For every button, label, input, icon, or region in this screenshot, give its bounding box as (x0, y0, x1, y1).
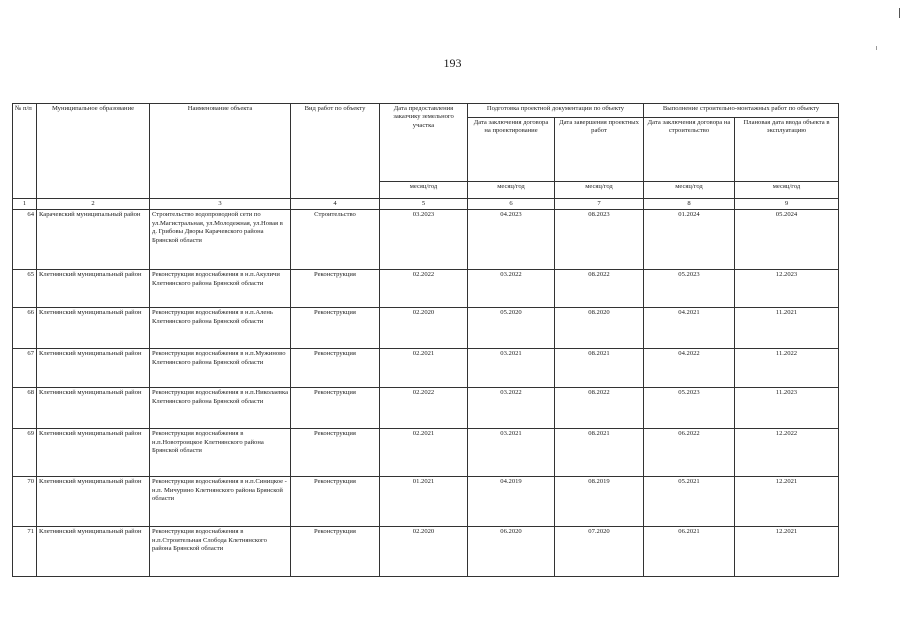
row-design-contract-date: 05.2020 (468, 308, 555, 349)
row-commissioning-date: 12.2023 (735, 270, 839, 308)
column-number: 3 (150, 199, 291, 210)
row-design-contract-date: 04.2019 (468, 477, 555, 527)
row-design-end-date: 08.2020 (555, 308, 644, 349)
row-municipality: Карачевский муниципальный район (37, 210, 150, 270)
row-land-date: 02.2021 (380, 349, 468, 388)
row-work-type: Реконструкция (291, 270, 380, 308)
row-municipality: Клетнянский муниципальный район (37, 270, 150, 308)
header-design-group: Подготовка проектной документации по объекту (468, 104, 644, 118)
row-work-type: Строительство (291, 210, 380, 270)
row-land-date: 02.2020 (380, 527, 468, 577)
schedule-table (12, 103, 839, 577)
row-municipality: Клетнянский муниципальный район (37, 308, 150, 349)
column-number: 2 (37, 199, 150, 210)
row-number: 68 (13, 388, 37, 429)
unit-cell: месяц/год (468, 182, 555, 199)
row-work-type: Реконструкция (291, 527, 380, 577)
header-work-type: Вид работ по объекту (291, 104, 380, 182)
row-design-end-date: 08.2021 (555, 349, 644, 388)
row-number: 71 (13, 527, 37, 577)
row-municipality: Клетнянский муниципальный район (37, 388, 150, 429)
column-number: 8 (644, 199, 735, 210)
table-row (13, 210, 839, 270)
row-land-date: 01.2021 (380, 477, 468, 527)
row-design-end-date: 08.2021 (555, 429, 644, 477)
row-design-contract-date: 03.2022 (468, 270, 555, 308)
row-object-name: Реконструкция водоснабжения в н.п.Строительная Слобода Клетнянского района Брянской области (150, 527, 291, 577)
table-row (13, 270, 839, 308)
column-number: 6 (468, 199, 555, 210)
row-construction-contract-date: 05.2023 (644, 388, 735, 429)
row-number: 66 (13, 308, 37, 349)
row-commissioning-date: 11.2023 (735, 388, 839, 429)
header-commissioning: Плановая дата ввода объекта в эксплуатацию (735, 118, 839, 182)
table-row (13, 308, 839, 349)
table-row (13, 477, 839, 527)
row-municipality: Клетнянский муниципальный район (37, 429, 150, 477)
table-row (13, 527, 839, 577)
row-land-date: 02.2021 (380, 429, 468, 477)
row-object-name: Строительство водопроводной сети по ул.Магистральная, ул.Молодежная, ул.Новая в д. Грибовы Дворы Карачевского района Брянской области (150, 210, 291, 270)
row-commissioning-date: 12.2021 (735, 477, 839, 527)
row-commissioning-date: 11.2021 (735, 308, 839, 349)
row-construction-contract-date: 01.2024 (644, 210, 735, 270)
column-number: 1 (13, 199, 37, 210)
row-construction-contract-date: 05.2023 (644, 270, 735, 308)
row-work-type: Реконструкция (291, 477, 380, 527)
row-object-name: Реконструкция водоснабжения в н.п.Синицкое - н.п. Мичурино Клетнянского района Брянской области (150, 477, 291, 527)
row-commissioning-date: 12.2022 (735, 429, 839, 477)
row-construction-contract-date: 05.2021 (644, 477, 735, 527)
header-object-name: Наименование объекта (150, 104, 291, 182)
row-land-date: 03.2023 (380, 210, 468, 270)
unit-cell: месяц/год (644, 182, 735, 199)
row-object-name: Реконструкция водоснабжения в н.п.Николаевка Клетнянского района Брянской области (150, 388, 291, 429)
row-design-contract-date: 03.2021 (468, 429, 555, 477)
row-design-end-date: 08.2022 (555, 388, 644, 429)
column-number: 4 (291, 199, 380, 210)
row-work-type: Реконструкция (291, 429, 380, 477)
scan-edge-mark (899, 8, 900, 18)
row-design-contract-date: 06.2020 (468, 527, 555, 577)
row-design-contract-date: 03.2022 (468, 388, 555, 429)
header-design-contract: Дата заключения договора на проектирование (468, 118, 555, 182)
row-number: 67 (13, 349, 37, 388)
row-commissioning-date: 05.2024 (735, 210, 839, 270)
row-object-name: Реконструкция водоснабжения в н.п.Акуличи Клетнянского района Брянской области (150, 270, 291, 308)
row-object-name: Реконструкция водоснабжения в н.п.Алень Клетнянского района Брянской области (150, 308, 291, 349)
unit-cell: месяц/год (380, 182, 468, 199)
row-work-type: Реконструкция (291, 308, 380, 349)
row-object-name: Реконструкция водоснабжения в н.п.Мужиново Клетнянского района Брянской области (150, 349, 291, 388)
row-municipality: Клетнянский муниципальный район (37, 349, 150, 388)
row-construction-contract-date: 04.2021 (644, 308, 735, 349)
unit-cell: месяц/год (555, 182, 644, 199)
column-number: 7 (555, 199, 644, 210)
row-municipality: Клетнянский муниципальный район (37, 527, 150, 577)
unit-cell: месяц/год (735, 182, 839, 199)
row-land-date: 02.2022 (380, 270, 468, 308)
header-num: № п/п (13, 104, 37, 182)
row-design-end-date: 07.2020 (555, 527, 644, 577)
header-municipality: Муниципальное образование (37, 104, 150, 182)
row-design-end-date: 08.2022 (555, 270, 644, 308)
scan-edge-mark (876, 46, 877, 50)
header-construction-group: Выполнение строительно-монтажных работ по объекту (644, 104, 839, 118)
header-construction-contract: Дата заключения договора на строительство (644, 118, 735, 182)
row-construction-contract-date: 04.2022 (644, 349, 735, 388)
row-land-date: 02.2020 (380, 308, 468, 349)
row-land-date: 02.2022 (380, 388, 468, 429)
table-row (13, 388, 839, 429)
row-municipality: Клетнянский муниципальный район (37, 477, 150, 527)
row-design-end-date: 08.2019 (555, 477, 644, 527)
row-number: 65 (13, 270, 37, 308)
row-number: 64 (13, 210, 37, 270)
page-number: 193 (443, 56, 462, 70)
row-object-name: Реконструкция водоснабжения в н.п.Новотроицкое Клетнянского района Брянской области (150, 429, 291, 477)
row-commissioning-date: 11.2022 (735, 349, 839, 388)
row-construction-contract-date: 06.2021 (644, 527, 735, 577)
row-work-type: Реконструкция (291, 388, 380, 429)
row-construction-contract-date: 06.2022 (644, 429, 735, 477)
row-design-contract-date: 04.2023 (468, 210, 555, 270)
row-work-type: Реконструкция (291, 349, 380, 388)
header-design-end: Дата завершения проектных работ (555, 118, 644, 182)
header-land-date: Дата предоставления заказчику земельного участка (380, 104, 468, 182)
row-design-end-date: 08.2023 (555, 210, 644, 270)
column-number: 5 (380, 199, 468, 210)
row-number: 69 (13, 429, 37, 477)
row-commissioning-date: 12.2021 (735, 527, 839, 577)
column-number: 9 (735, 199, 839, 210)
row-design-contract-date: 03.2021 (468, 349, 555, 388)
table-row (13, 429, 839, 477)
row-number: 70 (13, 477, 37, 527)
table-row (13, 349, 839, 388)
